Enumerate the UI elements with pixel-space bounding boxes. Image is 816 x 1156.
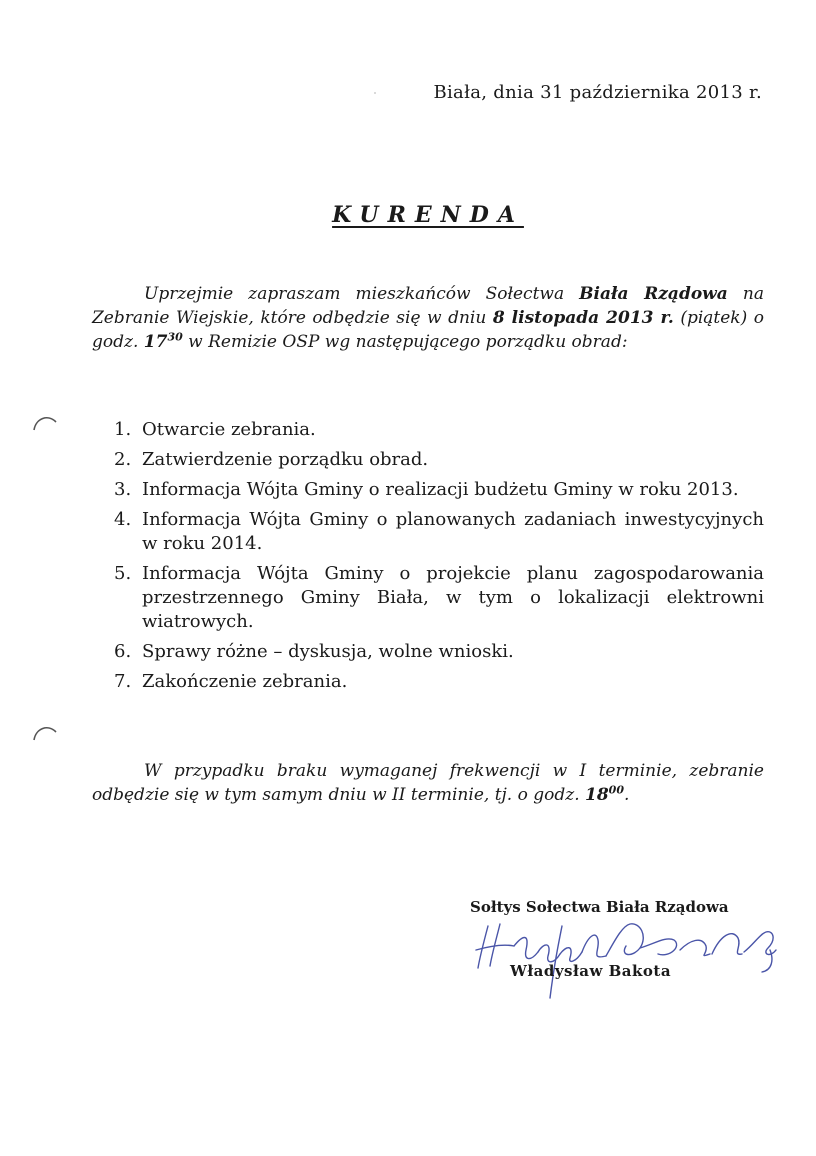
intro-text-3: (piątek) o godz. bbox=[92, 308, 764, 352]
agenda-item-number: 4. bbox=[114, 509, 132, 530]
handwritten-signature bbox=[470, 906, 790, 1006]
signer-name: Władysław Bakota bbox=[510, 962, 672, 980]
agenda-item-number: 5. bbox=[114, 563, 132, 584]
intro-text-4: w Remizie OSP wg następującego porządku obrad: bbox=[182, 332, 628, 352]
agenda-item-text: Zatwierdzenie porządku obrad. bbox=[142, 449, 429, 470]
agenda-item bbox=[110, 478, 764, 502]
second-term-minutes: 00 bbox=[608, 783, 624, 797]
agenda-item-text: Informacja Wójta Gminy o realizacji budżetu Gminy w roku 2013. bbox=[142, 479, 739, 500]
village-name: Biała Rządowa bbox=[579, 284, 728, 304]
agenda-item-text: Sprawy różne – dyskusja, wolne wnioski. bbox=[142, 641, 514, 662]
agenda-item-text: Zakończenie zebrania. bbox=[142, 671, 348, 692]
document-title: KURENDA bbox=[332, 202, 524, 228]
agenda-list bbox=[110, 418, 764, 700]
agenda-item bbox=[110, 418, 764, 442]
agenda-item bbox=[110, 670, 764, 694]
scan-speck bbox=[374, 92, 376, 94]
agenda-item-number: 2. bbox=[114, 449, 132, 470]
agenda-item bbox=[110, 448, 764, 472]
date-line: Biała, dnia 31 października 2013 r. bbox=[433, 82, 762, 103]
closing-end: . bbox=[623, 785, 630, 805]
meeting-date: 8 listopada 2013 r. bbox=[492, 308, 674, 328]
closing-paragraph bbox=[92, 759, 764, 807]
agenda-item-text: Informacja Wójta Gminy o planowanych zadaniach inwestycyjnych w roku 2014. bbox=[142, 509, 764, 554]
agenda-item-text: Informacja Wójta Gminy o projekcie planu zagospodarowania przestrzennego Gminy Biała, w tym o lokalizacji elektrowni wiatrowych. bbox=[142, 563, 764, 632]
agenda-item-number: 3. bbox=[114, 479, 132, 500]
intro-text-1: Uprzejmie zapraszam mieszkańców Sołectwa bbox=[144, 284, 580, 304]
meeting-hour: 17 bbox=[143, 332, 168, 352]
agenda-item bbox=[110, 508, 764, 556]
closing-text: W przypadku braku wymaganej frekwencji w I terminie, zebranie odbędzie się w tym samym dniu w II terminie, tj. o godz. bbox=[92, 761, 764, 805]
hole-punch-mark-top bbox=[30, 408, 60, 438]
agenda-item bbox=[110, 640, 764, 664]
agenda-item bbox=[110, 562, 764, 634]
agenda-item-text: Otwarcie zebrania. bbox=[142, 419, 316, 440]
agenda-item-number: 6. bbox=[114, 641, 132, 662]
invitation-paragraph bbox=[92, 282, 764, 354]
signer-role: Sołtys Sołectwa Biała Rządowa bbox=[470, 898, 729, 916]
meeting-minutes: 30 bbox=[167, 330, 183, 344]
hole-punch-mark-bottom bbox=[30, 718, 60, 748]
intro-text-2: na Zebranie Wiejskie, które odbędzie się w dniu bbox=[92, 284, 764, 328]
agenda-item-number: 7. bbox=[114, 671, 132, 692]
second-term-hour: 18 bbox=[585, 785, 609, 805]
agenda-item-number: 1. bbox=[114, 419, 132, 440]
